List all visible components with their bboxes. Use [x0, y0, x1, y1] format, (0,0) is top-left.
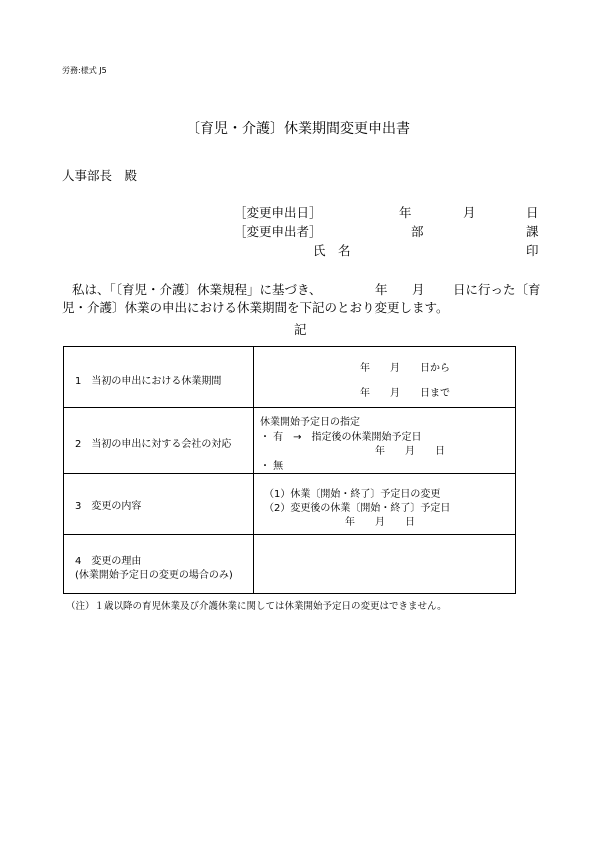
row2-line1: 休業開始予定日の指定 [260, 417, 360, 428]
row2-line2: ・ 有 → 指定後の休業開始予定日 [260, 432, 422, 443]
row-divider [64, 534, 515, 535]
row4-label: 4 変更の理由 [75, 556, 142, 567]
paragraph-line1-b: 日に行った〔育 [453, 282, 541, 297]
applicant-label: ［変更申出者］ [234, 224, 322, 239]
footnote: （注）１歳以降の育児休業及び介護休業に関しては休業開始予定日の変更はできません。 [66, 601, 447, 612]
row1-label: 1 当初の申出における休業期間 [75, 376, 222, 387]
row1-to: 年 月 日まで [360, 388, 450, 399]
applicant-section: 課 [526, 224, 539, 239]
row3-label: 3 変更の内容 [75, 501, 142, 512]
ki-mark: 記 [294, 322, 307, 337]
row2-line3: 年 月 日 [375, 446, 445, 457]
change-table [63, 346, 516, 594]
addressee: 人事部長 殿 [62, 168, 138, 183]
column-divider [253, 347, 254, 593]
name-label: 氏 名 [313, 243, 351, 258]
date-label: ［変更申出日］ [234, 205, 322, 220]
paragraph-line1-year: 年 [375, 282, 388, 297]
row2-line4: ・ 無 [260, 461, 284, 472]
page-title: 〔育児・介護〕休業期間変更申出書 [186, 121, 410, 137]
row1-from: 年 月 日から [360, 363, 450, 374]
row2-label: 2 当初の申出に対する会社の対応 [75, 439, 232, 450]
row-divider [64, 407, 515, 408]
row3-line1: （1）休業〔開始・終了〕予定日の変更 [264, 489, 441, 500]
seal-mark: 印 [526, 243, 539, 258]
row4-label-sub: (休業開始予定日の変更の場合のみ) [75, 570, 233, 581]
row3-line3: 年 月 日 [345, 517, 415, 528]
row3-line2: （2）変更後の休業〔開始・終了〕予定日 [264, 503, 451, 514]
paragraph-line1-a: 私は、「〔育児・介護〕休業規程」に基づき、 [72, 282, 322, 297]
applicant-dept: 部 [411, 224, 424, 239]
form-code: 労務:様式 J5 [62, 66, 107, 75]
date-day: 日 [526, 205, 539, 220]
paragraph-line1-month: 月 [412, 282, 425, 297]
row-divider [64, 473, 515, 474]
date-month: 月 [463, 205, 476, 220]
paragraph-line2: 児・介護〕休業の申出における休業期間を下記のとおり変更します。 [62, 300, 449, 315]
date-year: 年 [399, 205, 412, 220]
